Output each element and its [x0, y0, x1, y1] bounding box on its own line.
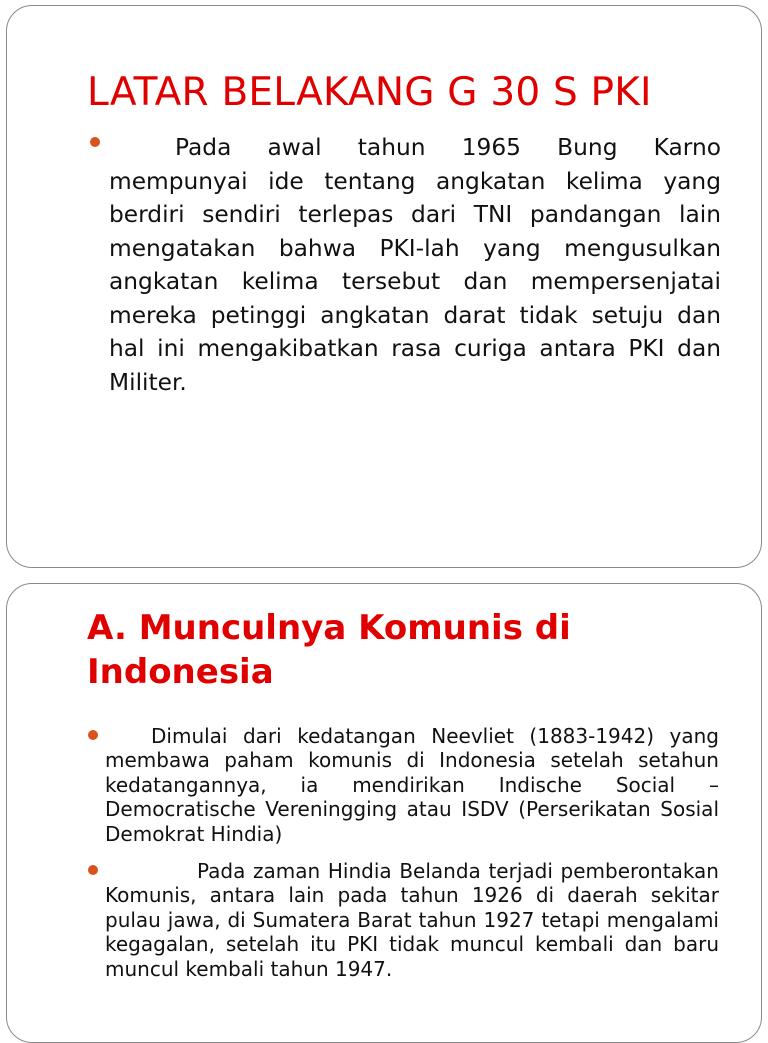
- slide-title: LATAR BELAKANG G 30 S PKI: [87, 70, 652, 115]
- bullet-icon: [88, 865, 98, 875]
- slide-latar-belakang: [6, 5, 762, 568]
- paragraph: Dimulai dari kedatangan Neevliet (1883-1942) yang membawa paham komunis di Indonesia setelah setahun kedatangannya, ia mendirikan Indische Social –Democratische Vereningging atau ISDV (Perserikatan Sosial Demokrat Hindia): [105, 724, 719, 846]
- bullet-icon: [90, 137, 100, 147]
- slide-munculnya-komunis: [6, 583, 762, 1043]
- slide-title: A. Munculnya Komunis di Indonesia: [87, 608, 571, 692]
- paragraph: Pada zaman Hindia Belanda terjadi pemberontakan Komunis, antara lain pada tahun 1926 di daerah sekitar pulau jawa, di Sumatera Barat tahun 1927 tetapi mengalami kegagalan, setelah itu PKI tidak muncul kembali dan baru muncul kembali tahun 1947.: [105, 859, 719, 981]
- paragraph: Pada awal tahun 1965 Bung Karno mempunyai ide tentang angkatan kelima yang berdiri sendiri terlepas dari TNI pandangan lain mengatakan bahwa PKI-lah yang mengusulkan angkatan kelima tersebut dan mempersenjatai mereka petinggi angkatan darat tidak setuju dan hal ini mengakibatkan rasa curiga antara PKI dan Militer.: [109, 134, 721, 396]
- bullet-icon: [88, 730, 98, 740]
